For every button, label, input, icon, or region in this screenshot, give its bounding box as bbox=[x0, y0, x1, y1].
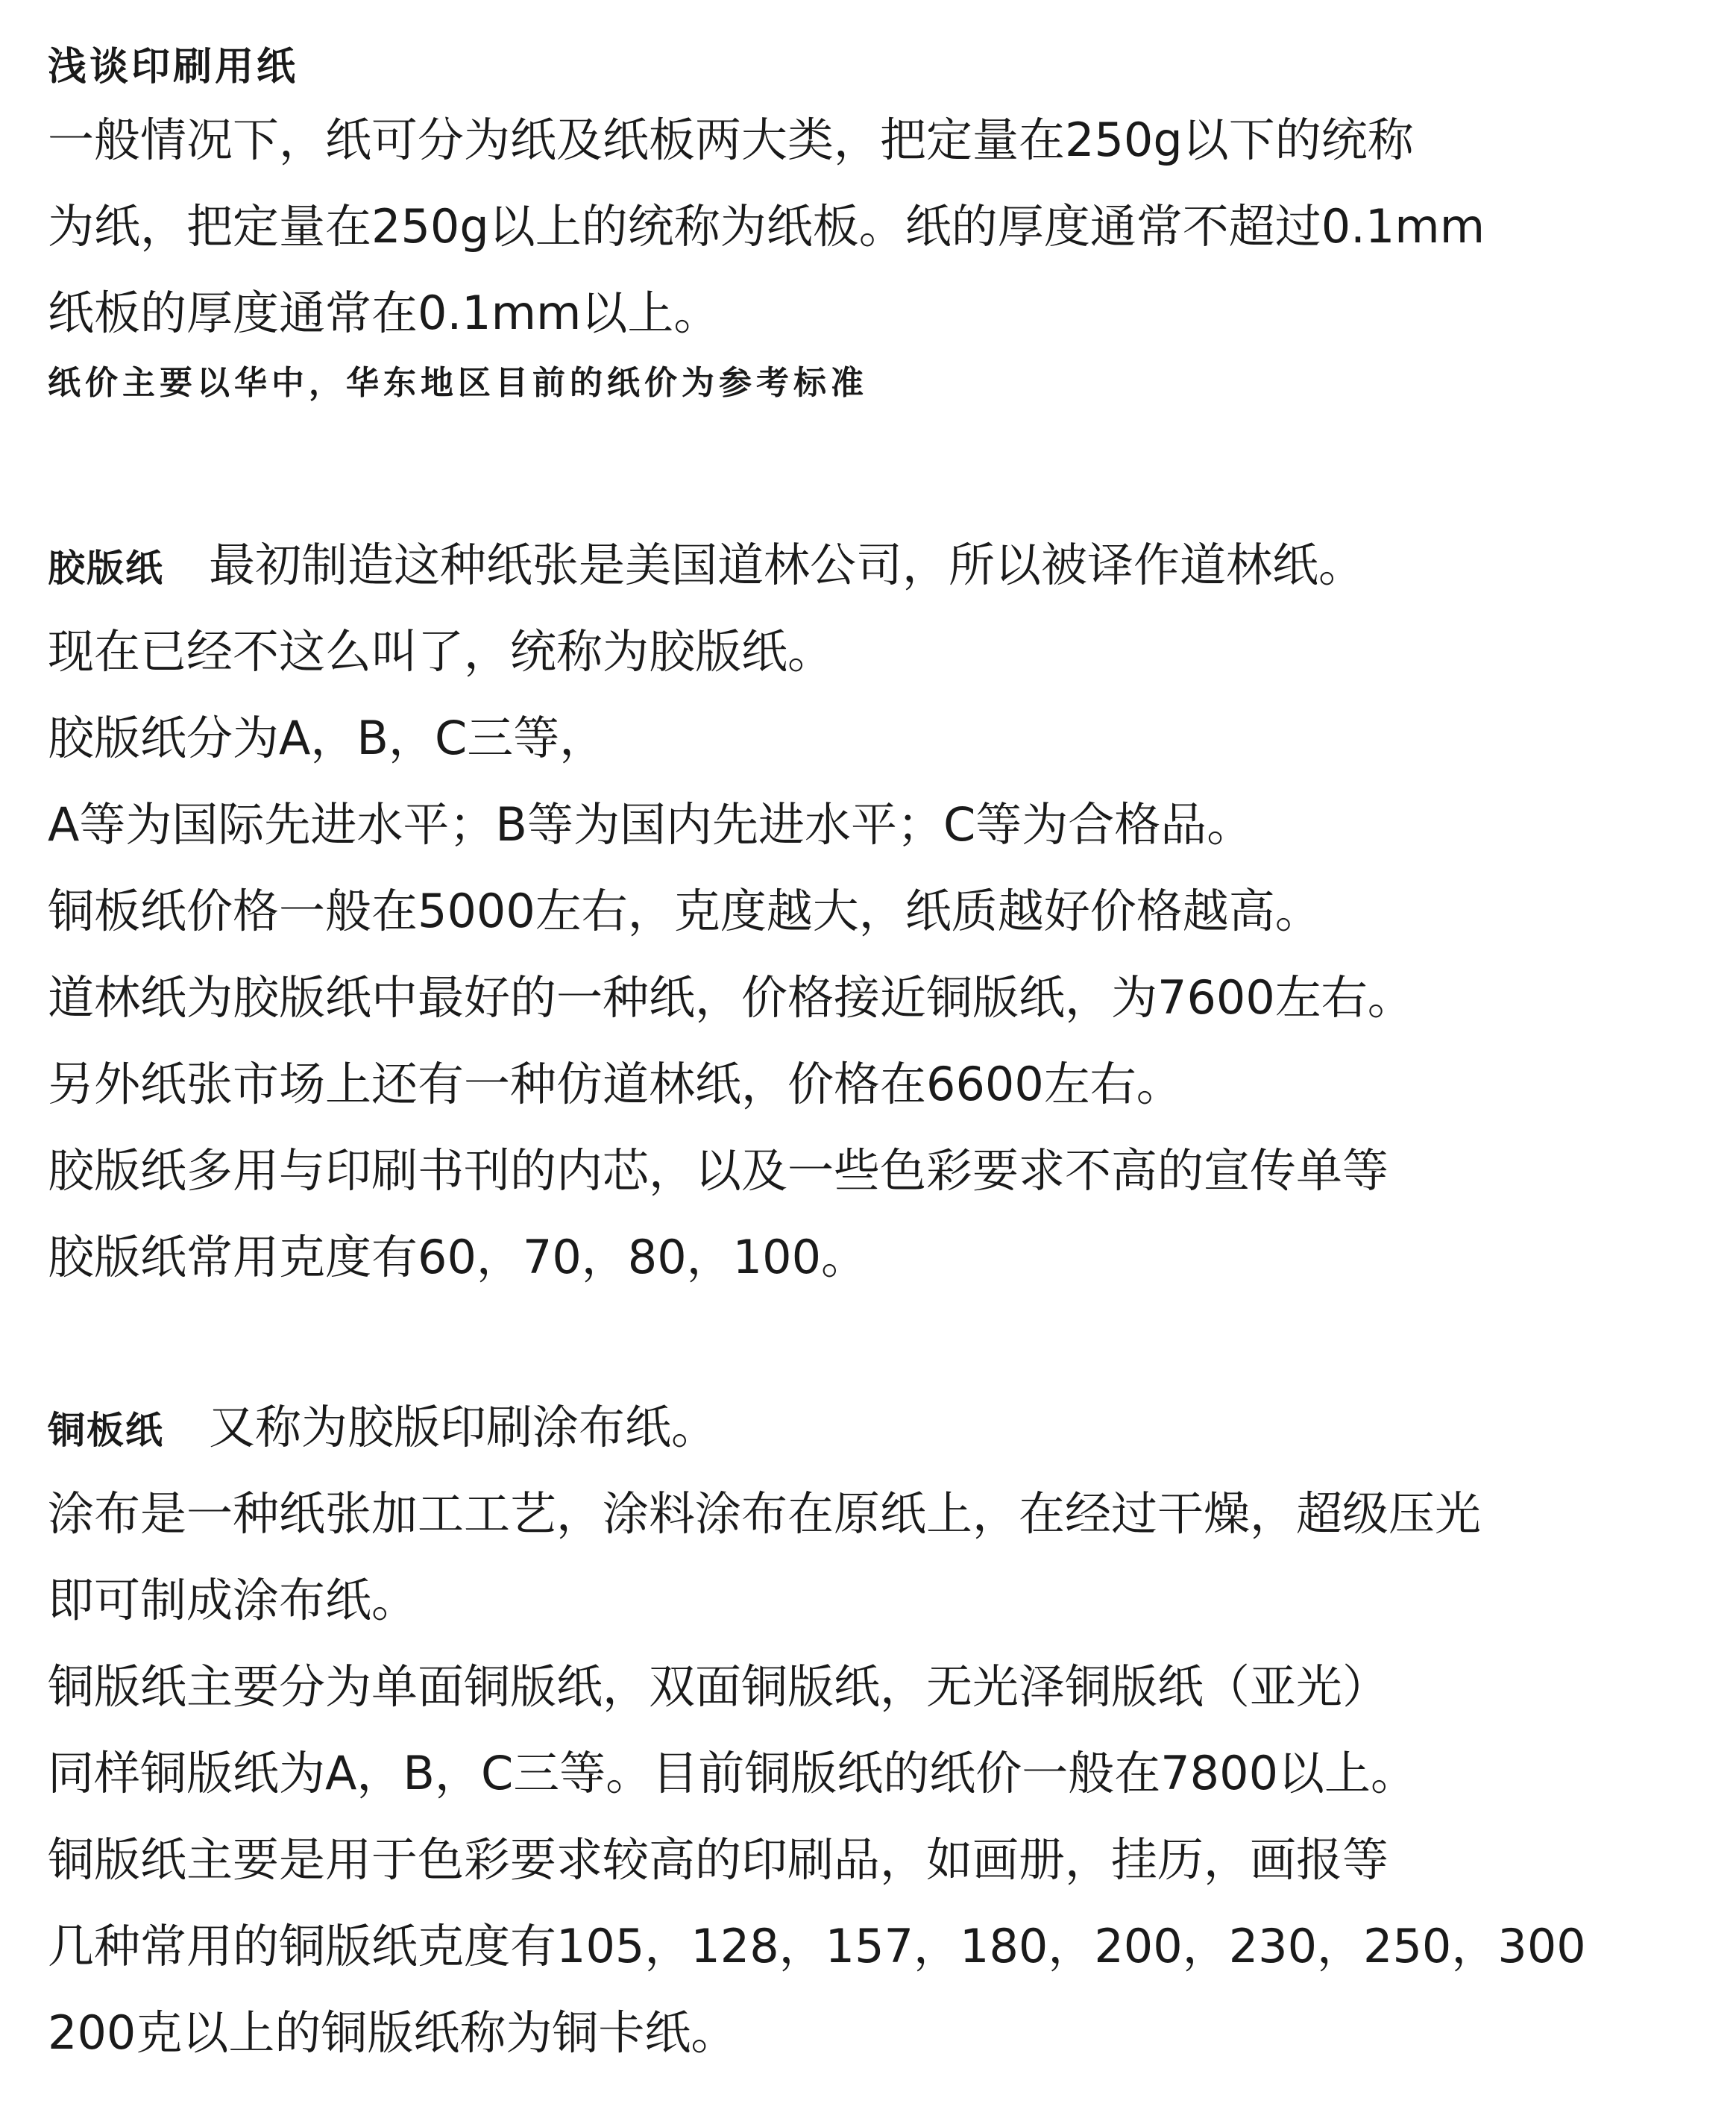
coated-paper-line: 铜版纸主要分为单面铜版纸，双面铜版纸，无光泽铜版纸（亚光） bbox=[48, 1659, 1389, 1714]
intro-line: 为纸，把定量在250g以上的统称为纸板。纸的厚度通常不超过0.1mm bbox=[48, 199, 1485, 254]
offset-paper-line: 道林纸为胶版纸中最好的一种纸，价格接近铜版纸，为7600左右。 bbox=[48, 970, 1414, 1025]
coated-paper-line: 涂布是一种纸张加工工艺，涂料涂布在原纸上，在经过干燥，超级压光 bbox=[48, 1486, 1482, 1541]
intro-line: 纸板的厚度通常在0.1mm以上。 bbox=[48, 286, 720, 340]
coated-paper-line: 200克以上的铜版纸称为铜卡纸。 bbox=[48, 2005, 738, 2060]
coated-paper-line: 几种常用的铜版纸克度有105，128，157，180，200，230，250，300 bbox=[48, 1919, 1586, 1973]
coated-paper-line: 铜版纸主要是用于色彩要求较高的印刷品，如画册，挂历，画报等 bbox=[48, 1832, 1389, 1887]
offset-paper-line: A等为国际先进水平；B等为国内先进水平；C等为合格品。 bbox=[48, 797, 1254, 852]
coated-paper-first-line: 又称为胶版印刷涂布纸。 bbox=[209, 1400, 718, 1454]
article bbox=[48, 37, 1703, 2076]
article-title: 浅谈印刷用纸 bbox=[48, 44, 299, 89]
coated-paper-line: 同样铜版纸为A，B，C三等。目前铜版纸的纸价一般在7800以上。 bbox=[48, 1746, 1418, 1800]
price-note: 纸价主要以华中，华东地区目前的纸价为参考标准 bbox=[48, 364, 868, 402]
section-spacer bbox=[48, 1301, 1703, 1384]
intro-line: 一般情况下，纸可分为纸及纸板两大类，把定量在250g以下的统称 bbox=[48, 113, 1414, 167]
offset-paper-first-line: 最初制造这种纸张是美国道林公司，所以被译作道林纸。 bbox=[209, 538, 1365, 592]
offset-paper-line: 胶版纸常用克度有60，70，80，100。 bbox=[48, 1230, 868, 1284]
offset-paper-line: 胶版纸多用与印刷书刊的内芯，以及一些色彩要求不高的宣传单等 bbox=[48, 1143, 1389, 1198]
offset-paper-line: 另外纸张市场上还有一种仿道林纸，价格在6600左右。 bbox=[48, 1057, 1183, 1111]
coated-paper-heading: 铜板纸 bbox=[48, 1408, 164, 1452]
offset-paper-line: 现在已经不这么叫了，统称为胶版纸。 bbox=[48, 624, 834, 679]
offset-paper-line: 铜板纸价格一般在5000左右，克度越大，纸质越好价格越高。 bbox=[48, 884, 1321, 938]
offset-paper-intro bbox=[48, 522, 1703, 609]
offset-paper-line: 胶版纸分为A，B，C三等， bbox=[48, 711, 606, 765]
coated-paper-intro bbox=[48, 1384, 1703, 1471]
coated-paper-line: 即可制成涂布纸。 bbox=[48, 1573, 418, 1627]
offset-paper-heading: 胶版纸 bbox=[48, 546, 164, 590]
section-spacer bbox=[48, 410, 1703, 522]
